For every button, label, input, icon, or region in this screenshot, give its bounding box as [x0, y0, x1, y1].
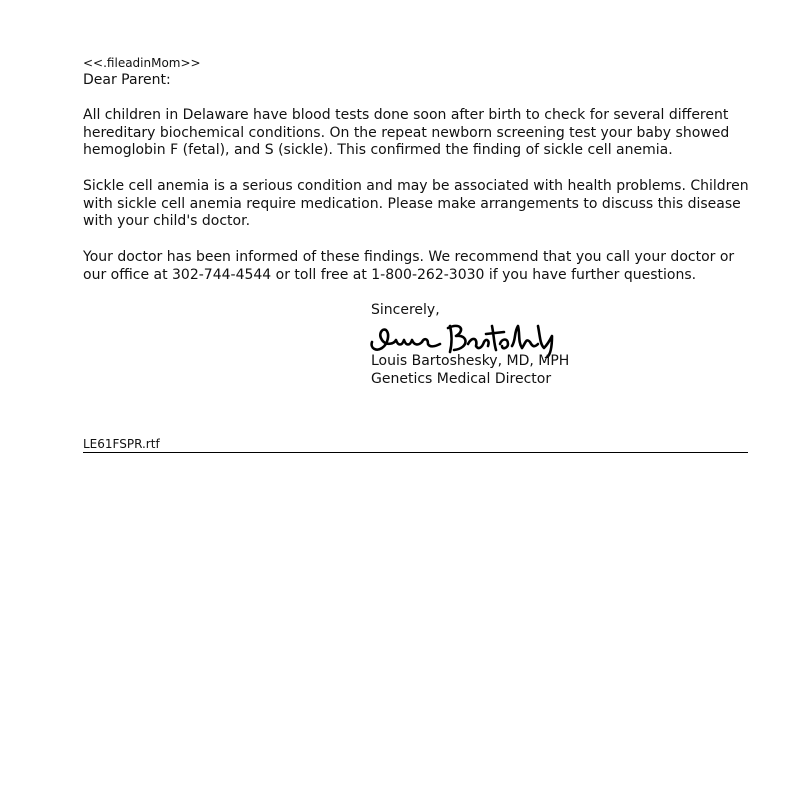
closing: Sincerely, — [371, 302, 440, 318]
paragraph-line: Sickle cell anemia is a serious condition and may be associated with health problems. Children — [83, 178, 749, 194]
salutation: Dear Parent: — [83, 72, 171, 88]
paragraph-line: Your doctor has been informed of these findings. We recommend that you call your doctor or — [83, 249, 735, 265]
paragraph-contact-info — [83, 249, 743, 284]
paragraph-line: hereditary biochemical conditions. On the repeat newborn screening test your baby showed — [83, 124, 730, 141]
footer-filename: LE61FSPR.rtf — [83, 437, 160, 451]
signer-name: Louis Bartoshesky, MD, MPH — [371, 353, 570, 369]
signer-block — [371, 353, 569, 388]
footer-divider — [83, 452, 748, 453]
signer-title: Genetics Medical Director — [371, 370, 552, 387]
handwritten-signature — [368, 318, 558, 358]
paragraph-condition-info — [83, 178, 749, 231]
paragraph-line: our office at 302-744-4544 or toll free at 1-800-262-3030 if you have further questions. — [83, 266, 697, 283]
merge-field-placeholder: <<.fileadinMom>> — [83, 56, 201, 70]
paragraph-screening-results — [83, 107, 743, 160]
paragraph-line: hemoglobin F (fetal), and S (sickle). This confirmed the finding of sickle cell anemia. — [83, 142, 673, 158]
paragraph-line: All children in Delaware have blood tests done soon after birth to check for several different — [83, 107, 729, 123]
paragraph-line: with sickle cell anemia require medication. Please make arrangements to discuss this disease — [83, 195, 741, 212]
paragraph-line: with your child's doctor. — [83, 213, 251, 229]
